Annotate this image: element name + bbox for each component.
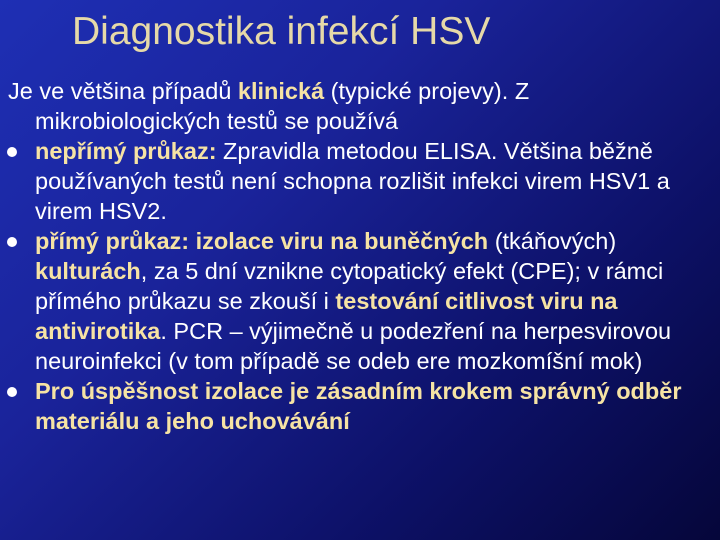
direct-proof-highlight-3: testování citlivost viru na antivirotika xyxy=(35,288,618,344)
bullet-icon xyxy=(7,237,17,247)
direct-proof-highlight-2: kulturách xyxy=(35,258,141,284)
bullet-icon xyxy=(7,387,17,397)
bullet-icon xyxy=(7,147,17,157)
indirect-proof-text: Zpravidla metodou ELISA. Většina běžně používaných testů není schopna rozlišit infekci virem HSV1 a virem HSV2. xyxy=(35,138,670,224)
direct-proof-label: přímý průkaz: xyxy=(35,228,196,254)
indirect-proof-label: nepřímý průkaz: xyxy=(35,138,217,164)
intro-text-2: (typické projevy). Z mikrobiologických testů se používá xyxy=(35,78,530,134)
bullet-item-sampling xyxy=(8,376,713,436)
bullet-item-indirect-proof xyxy=(8,136,713,226)
slide-title: Diagnostika infekcí HSV xyxy=(72,10,491,53)
sampling-text: Pro úspěšnost izolace je zásadním krokem správný odběr materiálu a jeho uchovávání xyxy=(35,378,682,434)
direct-proof-highlight-1: izolace viru na buněčných xyxy=(195,228,489,254)
bullet-item-direct-proof xyxy=(8,226,713,376)
slide-body xyxy=(8,76,713,436)
direct-proof-text-3: . PCR – výjimečně u podezření na herpesvirovou neuroinfekci (v tom případě se odeb ere mozkomíšní mok) xyxy=(35,318,672,374)
intro-text-1: Je ve většina případů xyxy=(8,78,238,104)
direct-proof-text-2: , za 5 dní vznikne cytopatický efekt (CPE); v rámci přímého průkazu se zkouší i xyxy=(35,258,664,314)
direct-proof-text-1: (tkáňových) xyxy=(488,228,617,254)
intro-paragraph xyxy=(8,76,713,136)
intro-highlight: klinická xyxy=(237,78,325,104)
